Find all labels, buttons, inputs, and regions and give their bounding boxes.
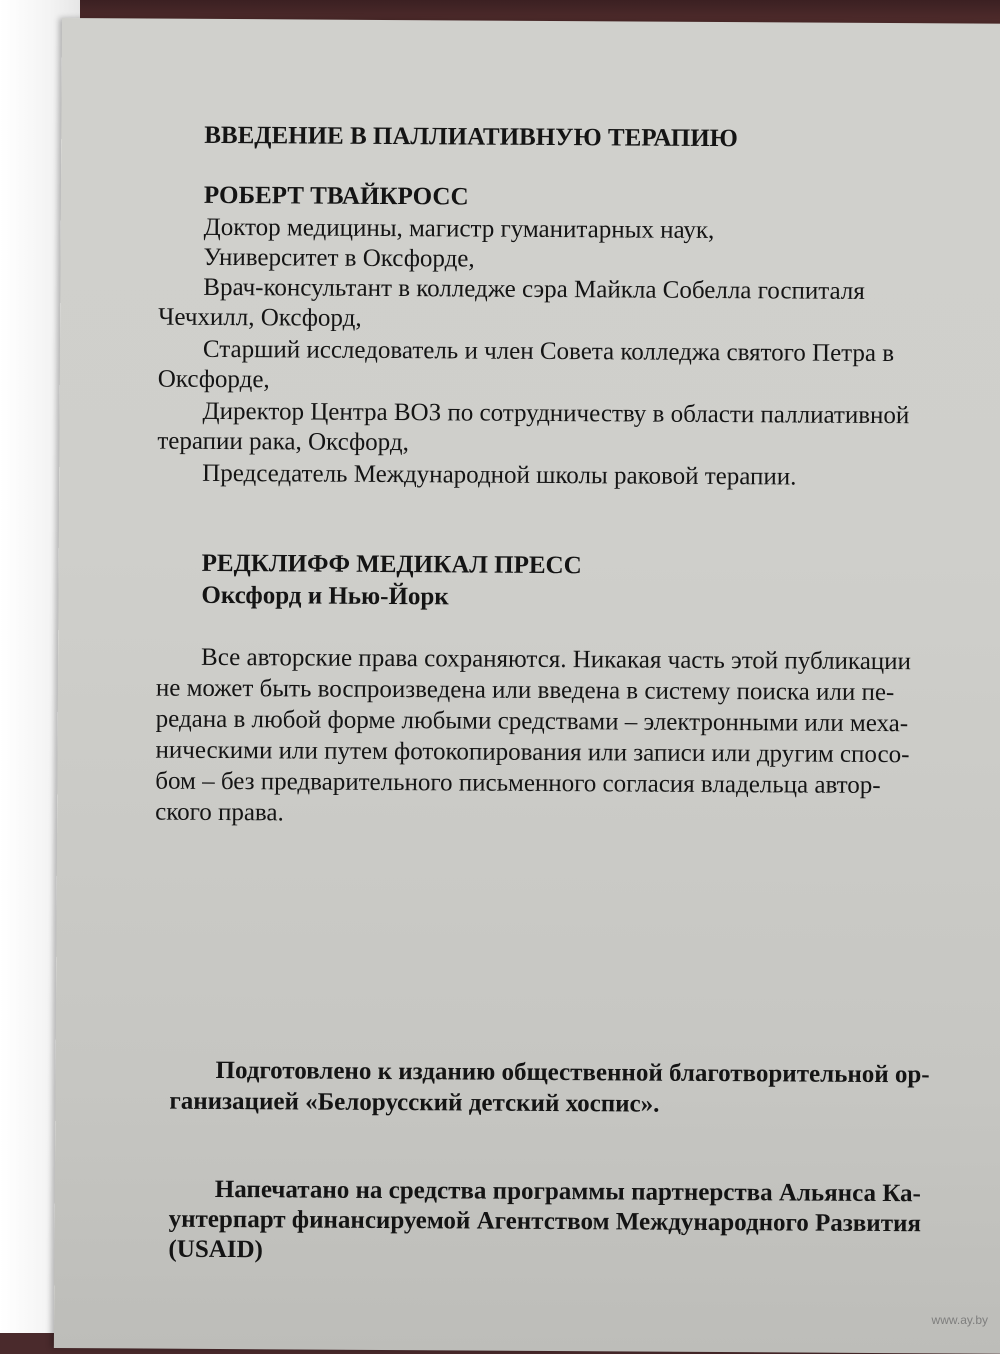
prepared-line-1: Подготовлено к изданию общественной благотворительной ор- bbox=[215, 1056, 930, 1089]
watermark: www.ay.by bbox=[931, 1313, 988, 1327]
publisher-name: РЕДКЛИФФ МЕДИКАЛ ПРЕСС bbox=[201, 549, 582, 580]
copyright-line-5: бом – без предварительного письменного согласия владельца автор- bbox=[155, 767, 881, 800]
author-credential-4a: Старший исследователь и член Совета колледжа святого Петра в bbox=[202, 335, 895, 368]
copyright-line-1: Все авторские права сохраняются. Никакая часть этой публикации bbox=[201, 643, 912, 676]
author-credential-3b: Чечхилл, Оксфорд, bbox=[158, 303, 362, 332]
author-credential-1: Доктор медицины, магистр гуманитарных наук, bbox=[203, 213, 715, 244]
author-credential-5a: Директор Центра ВОЗ по сотрудничеству в области паллиативной bbox=[202, 397, 910, 430]
printed-line-1: Напечатано на средства программы партнерства Альянса Ка- bbox=[214, 1175, 921, 1208]
book-title: ВВЕДЕНИЕ В ПАЛЛИАТИВНУЮ ТЕРАПИЮ bbox=[204, 121, 738, 153]
copyright-line-6: ского права. bbox=[155, 798, 284, 827]
author-credential-6: Председатель Международной школы раковой терапии. bbox=[202, 459, 797, 491]
copyright-line-3: редана в любой форме любыми средствами – электронными или меха- bbox=[155, 705, 909, 738]
copyright-line-4: ническими или путем фотокопирования или записи или другим спосо- bbox=[155, 736, 910, 769]
prepared-line-2: ганизацией «Белорусский детский хоспис». bbox=[169, 1087, 660, 1118]
publisher-place: Оксфорд и Нью-Йорк bbox=[201, 581, 449, 611]
author-credential-3a: Врач-консультант в колледже сэра Майкла Собелла госпиталя bbox=[203, 273, 865, 305]
author-name: РОБЕРТ ТВАЙКРОСС bbox=[203, 181, 469, 211]
author-credential-4b: Оксфорде, bbox=[157, 365, 270, 394]
book-page bbox=[54, 18, 1000, 1354]
author-credential-2: Университет в Оксфорде, bbox=[203, 243, 475, 273]
copyright-line-2: не может быть воспроизведена или введена в систему поиска или пе- bbox=[155, 674, 895, 707]
author-credential-5b: терапии рака, Оксфорд, bbox=[157, 427, 409, 457]
printed-line-3: (USAID) bbox=[168, 1235, 264, 1264]
printed-line-2: унтерпарт финансируемой Агентством Международного Развития bbox=[168, 1205, 922, 1238]
